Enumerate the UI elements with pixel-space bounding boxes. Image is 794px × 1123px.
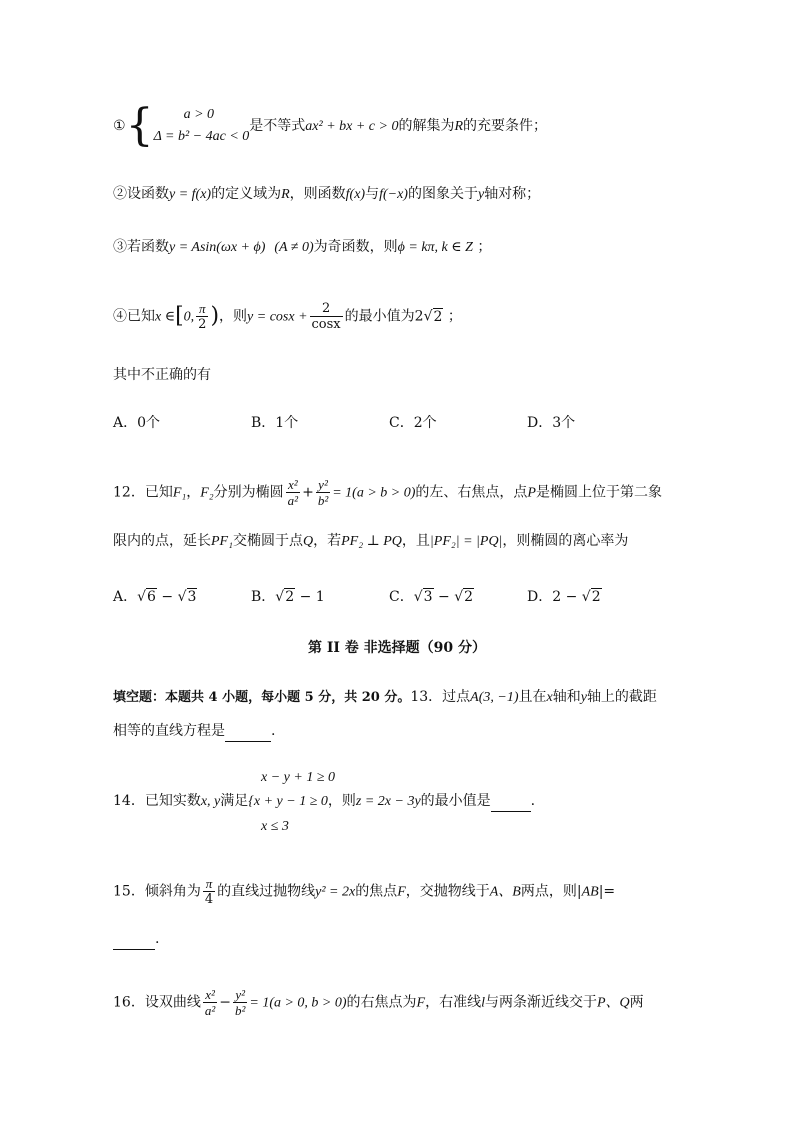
circled-number-1: ① bbox=[113, 118, 126, 134]
q12-options bbox=[113, 587, 665, 607]
q11-options bbox=[113, 413, 665, 433]
option-d[interactable]: D．2 − √2 bbox=[527, 589, 601, 605]
fraction-pi-over-2: $\frac{\pi}{2}$ bbox=[198, 301, 207, 332]
question-prompt: 其中不正确的有 bbox=[113, 367, 211, 383]
section-heading: 第 II 卷 非选择题（90 分） bbox=[307, 640, 487, 656]
answer-blank[interactable] bbox=[225, 721, 271, 742]
q14-line: 14．已知实数x, y满足{x + y − 1 ≥ 0，则z = 2x − 3y的最小值是 . bbox=[113, 791, 535, 812]
fraction-pi-over-4: $\frac{\pi}{4}$ bbox=[204, 876, 214, 907]
fraction-x2-a2: $\frac{\text{x²}}{\text{a²}}$ bbox=[287, 477, 299, 508]
q14-constraint-3: x ≤ 3 bbox=[261, 819, 289, 834]
q13-line-2: 相等的直线方程是 . bbox=[113, 721, 275, 742]
option-b[interactable]: B．√2 − 1 bbox=[251, 589, 325, 605]
statement-3: ③若函数y = Asin(ωx + ϕ) (A ≠ 0)为奇函数，则ϕ = kπ, k ∈ Z ； bbox=[113, 239, 492, 255]
option-b[interactable]: B．1个 bbox=[251, 415, 299, 431]
q12-line-1: 12．已知F₁，F₂分别为椭圆 $\frac{\text{x²}}{\text{a²}}$ + $\frac{\text{y²}}{\text{b²}}$ = 1(a > b > 0)的左、右焦点，点P是椭圆上位于第二象 bbox=[113, 477, 662, 508]
answer-blank[interactable] bbox=[113, 929, 155, 950]
q15-line: 15．倾斜角为 $\frac{\pi}{4}$ 的直线过抛物线y² = 2x的焦点F，交抛物线于A、B两点，则|AB|= bbox=[113, 876, 616, 907]
q16-line: 16．设双曲线 $\frac{\text{x²}}{\text{a²}}$ − $\frac{\text{y²}}{\text{b²}}$ = 1(a > 0, b > 0)的右焦点为F，右准线l与两条渐近线交于P、Q两 bbox=[113, 987, 644, 1018]
option-c[interactable]: C．2个 bbox=[389, 415, 437, 431]
option-a[interactable]: A．√6 − √3 bbox=[113, 589, 197, 605]
statement-4: ④已知x ∈[0, $\frac{\pi}{2}$ )，则y = cosx + $\frac{2}{\cos x}$ 的最小值为2√2 ； bbox=[113, 301, 462, 332]
option-d[interactable]: D．3个 bbox=[527, 415, 576, 431]
condition-system: a > 0 Δ = b² − 4ac < 0 bbox=[153, 107, 250, 144]
fraction-2-over-cosx: $\frac{2}{\cos x}$ bbox=[311, 301, 341, 332]
answer-blank[interactable] bbox=[491, 791, 531, 812]
fraction-y2-b2: $\frac{\text{y²}}{\text{b²}}$ bbox=[234, 987, 246, 1018]
q15-answer: . bbox=[113, 929, 159, 950]
statement-1: ①{ a > 0 Δ = b² − 4ac < 0 是不等式ax² + bx + c > 0的解集为R的充要条件； bbox=[113, 100, 548, 151]
fraction-y2-b2: $\frac{\text{y²}}{\text{b²}}$ bbox=[317, 477, 329, 508]
q14-constraint-1: x − y + 1 ≥ 0 bbox=[261, 770, 336, 785]
fraction-x2-a2: $\frac{\text{x²}}{\text{a²}}$ bbox=[204, 987, 216, 1018]
brace-icon: { bbox=[125, 100, 154, 151]
q13-line-1: 填空题：本题共 4 小题，每小题 5 分，共 20 分。13．过点A(3, −1)且在x轴和y轴上的截距 bbox=[113, 689, 657, 705]
option-a[interactable]: A．0个 bbox=[113, 415, 161, 431]
q12-line-2: 限内的点，延长PF₁交椭圆于点Q，若PF₂ ⊥ PQ，且|PF₂| = |PQ|，则椭圆的离心率为 bbox=[113, 533, 629, 549]
statement-2: ②设函数y = f(x)的定义域为R，则函数f(x)与f(−x)的图象关于y轴对称； bbox=[113, 186, 541, 202]
option-c[interactable]: C．√3 − √2 bbox=[389, 589, 474, 605]
